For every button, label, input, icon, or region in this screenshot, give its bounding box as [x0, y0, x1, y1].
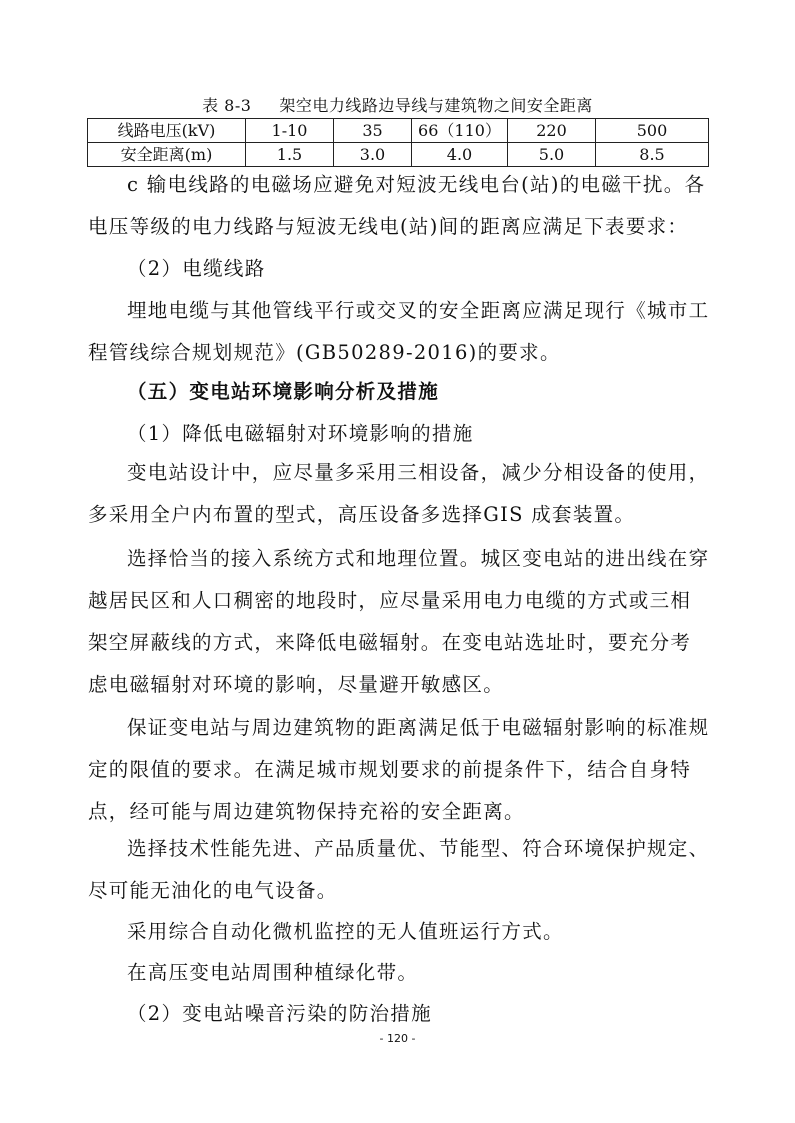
table-cell: 500	[596, 119, 709, 143]
table-cell: 35	[334, 119, 412, 143]
table-cell: 220	[508, 119, 596, 143]
table-row	[88, 143, 709, 167]
table-cell: 66（110）	[412, 119, 508, 143]
table-caption-title: 架空电力线路边导线与建筑物之间安全距离	[279, 96, 593, 115]
table-cell: 3.0	[334, 143, 412, 167]
paragraph-equipment-selection: 选择技术性能先进、产品质量优、节能型、符合环境保护规定、尽可能无油化的电气设备。	[88, 837, 710, 902]
paragraph-shortwave-interference: c 输电线路的电磁场应避免对短波无线电台(站)的电磁干扰。各电压等级的电力线路与短波无线电(站)间的距离应满足下表要求：	[88, 173, 706, 238]
subheading-cable-lines: （2）电缆线路	[127, 257, 266, 280]
paragraph-building-distance: 保证变电站与周边建筑物的距离满足低于电磁辐射影响的标准规定的限值的要求。在满足城市规划要求的前提条件下，结合自身特点，经可能与周边建筑物保持充裕的安全距离。	[88, 716, 710, 823]
safety-distance-table	[87, 118, 709, 167]
subheading-emr-measures: （1）降低电磁辐射对环境影响的措施	[127, 422, 474, 445]
table-cell: 1.5	[246, 143, 334, 167]
table-row	[88, 119, 709, 143]
table-cell: 安全距离(m)	[88, 143, 246, 167]
table-cell: 线路电压(kV)	[88, 119, 246, 143]
subheading-noise-measures: （2）变电站噪音污染的防治措施	[127, 1002, 432, 1025]
table-cell: 5.0	[508, 143, 596, 167]
paragraph-green-belt: 在高压变电站周围种植绿化带。	[127, 961, 419, 984]
section-heading: （五）变电站环境影响分析及措施	[127, 380, 440, 403]
paragraph-buried-cable: 埋地电缆与其他管线平行或交叉的安全距离应满足现行《城市工程管线综合规划规范》(GB50289-2016)的要求。	[88, 299, 710, 364]
page-number: - 120 -	[379, 1032, 416, 1045]
paragraph-unattended-operation: 采用综合自动化微机监控的无人值班运行方式。	[127, 920, 564, 943]
table-cell: 4.0	[412, 143, 508, 167]
paragraph-substation-design: 变电站设计中，应尽量多采用三相设备，减少分相设备的使用，多采用全户内布置的型式，高压设备多选择GIS 成套装置。	[88, 461, 710, 526]
paragraph-site-selection: 选择恰当的接入系统方式和地理位置。城区变电站的进出线在穿越居民区和人口稠密的地段时，应尽量采用电力电缆的方式或三相架空屏蔽线的方式，来降低电磁辐射。在变电站选址时，要充分考虑电磁辐射对环境的影响，尽量避开敏感区。	[88, 547, 710, 696]
table-caption	[0, 96, 795, 116]
table-caption-number: 表 8-3	[202, 96, 252, 115]
table-cell: 8.5	[596, 143, 709, 167]
table-cell: 1-10	[246, 119, 334, 143]
